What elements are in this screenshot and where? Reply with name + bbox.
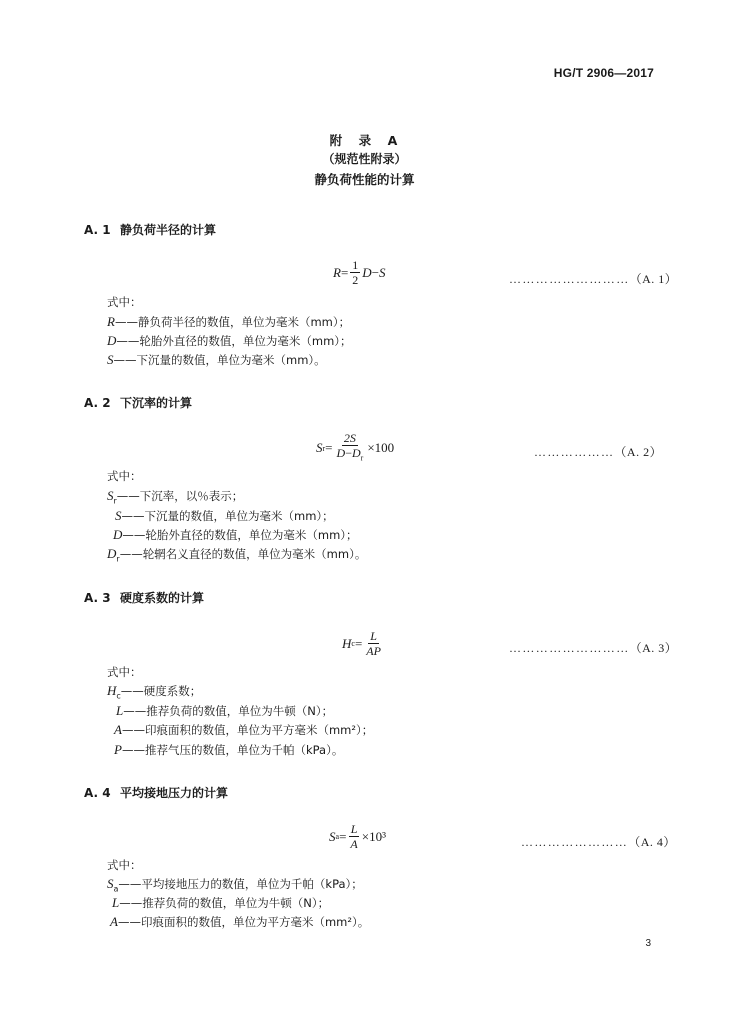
formula-lhs: S	[316, 440, 323, 456]
definition-line: $S_a——$平均接地压力的数值，单位为千帕（kPa）；	[107, 876, 363, 894]
section-a4-heading	[84, 784, 228, 801]
fraction-numerator: 2S	[343, 431, 356, 445]
definition-line: D——轮胎外直径的数值，单位为毫米（mm）；	[107, 333, 352, 348]
definition-line: A——印痕面积的数值，单位为平方毫米（mm²）。	[110, 914, 370, 929]
formula-a4: S a = $\frac{L}{A}$ ×10³	[329, 822, 386, 851]
equation-number-a2: ………………（A. 2）	[534, 445, 663, 459]
where-label: 式中：	[107, 858, 142, 872]
formula-a1: R = $\frac{1}{2}$ D − S	[333, 258, 386, 287]
formula-operator: −	[371, 264, 380, 280]
section-number: A. 4	[84, 786, 111, 800]
definition-line: D——轮胎外直径的数值，单位为毫米（mm）；	[113, 527, 358, 542]
definition-line: P——推荐气压的数值，单位为千帕（kPa）。	[114, 742, 344, 757]
definition-line: A——印痕面积的数值，单位为平方毫米（mm²）；	[114, 722, 374, 737]
formula-lhs: R	[333, 264, 341, 280]
formula-a3: H c = $\frac{L}{AP}$	[342, 629, 381, 658]
standard-code: HG/T 2906—2017	[553, 66, 654, 80]
formula-lhs: S	[329, 828, 336, 844]
appendix-subtitle: （规范性附录）	[322, 152, 407, 166]
definition-line: $H_c——$硬度系数；	[107, 683, 202, 701]
section-title: 硬度系数的计算	[120, 591, 205, 605]
fraction-denominator: $D-D_r$	[336, 446, 364, 463]
fraction-denominator: AP	[366, 644, 381, 658]
definition-line: L——推荐负荷的数值，单位为牛顿（N）；	[116, 703, 334, 718]
fraction	[350, 258, 360, 287]
definition-line: $S_r——$下沉率，以％表示；	[107, 488, 244, 506]
page-number: 3	[645, 938, 651, 949]
formula-var: S	[379, 264, 386, 280]
where-label: 式中：	[107, 295, 142, 309]
fraction-numerator: L	[350, 822, 358, 836]
formula-tail: ×100	[367, 440, 395, 456]
formula-lhs: H	[342, 635, 352, 651]
section-a3-heading	[84, 589, 204, 606]
formula-tail: ×10³	[361, 828, 386, 844]
definition-line: L——推荐负荷的数值，单位为牛顿（N）；	[112, 895, 330, 910]
fraction-numerator: 1	[352, 258, 359, 272]
definition-line: S——下沉量的数值，单位为毫米（mm）；	[115, 508, 334, 523]
definition-line: $D_r——$轮辋名义直径的数值，单位为毫米（mm）。	[107, 546, 367, 564]
definition-line: R——静负荷半径的数值，单位为毫米（mm）；	[107, 314, 351, 329]
fraction	[364, 629, 383, 658]
fraction-denominator: 2	[352, 273, 359, 287]
equation-number-a4: ……………………（A. 4）	[521, 835, 676, 849]
where-label: 式中：	[107, 665, 142, 679]
fraction	[335, 431, 366, 465]
equation-number-a1: ………………………（A. 1）	[509, 272, 678, 286]
formula-var: D	[362, 264, 372, 280]
section-number: A. 1	[84, 223, 111, 237]
section-title: 静负荷半径的计算	[120, 223, 217, 237]
fraction-numerator: L	[370, 629, 377, 643]
section-number: A. 2	[84, 396, 111, 410]
formula-a2: S r = $\frac{2S}{D-D_r}$ ×100	[316, 431, 394, 465]
section-a1-heading	[84, 221, 216, 238]
section-number: A. 3	[84, 591, 111, 605]
where-label: 式中：	[107, 469, 142, 483]
section-title: 平均接地压力的计算	[120, 786, 229, 800]
definition-line: S——下沉量的数值，单位为毫米（mm）。	[107, 352, 326, 367]
appendix-heading: 静负荷性能的计算	[314, 172, 415, 187]
section-title: 下沉率的计算	[120, 396, 193, 410]
equation-number-a3: ………………………（A. 3）	[509, 641, 678, 655]
appendix-title: 附 录 A	[329, 133, 400, 148]
fraction-denominator: A	[350, 837, 358, 851]
fraction	[348, 822, 359, 851]
section-a2-heading	[84, 394, 192, 411]
